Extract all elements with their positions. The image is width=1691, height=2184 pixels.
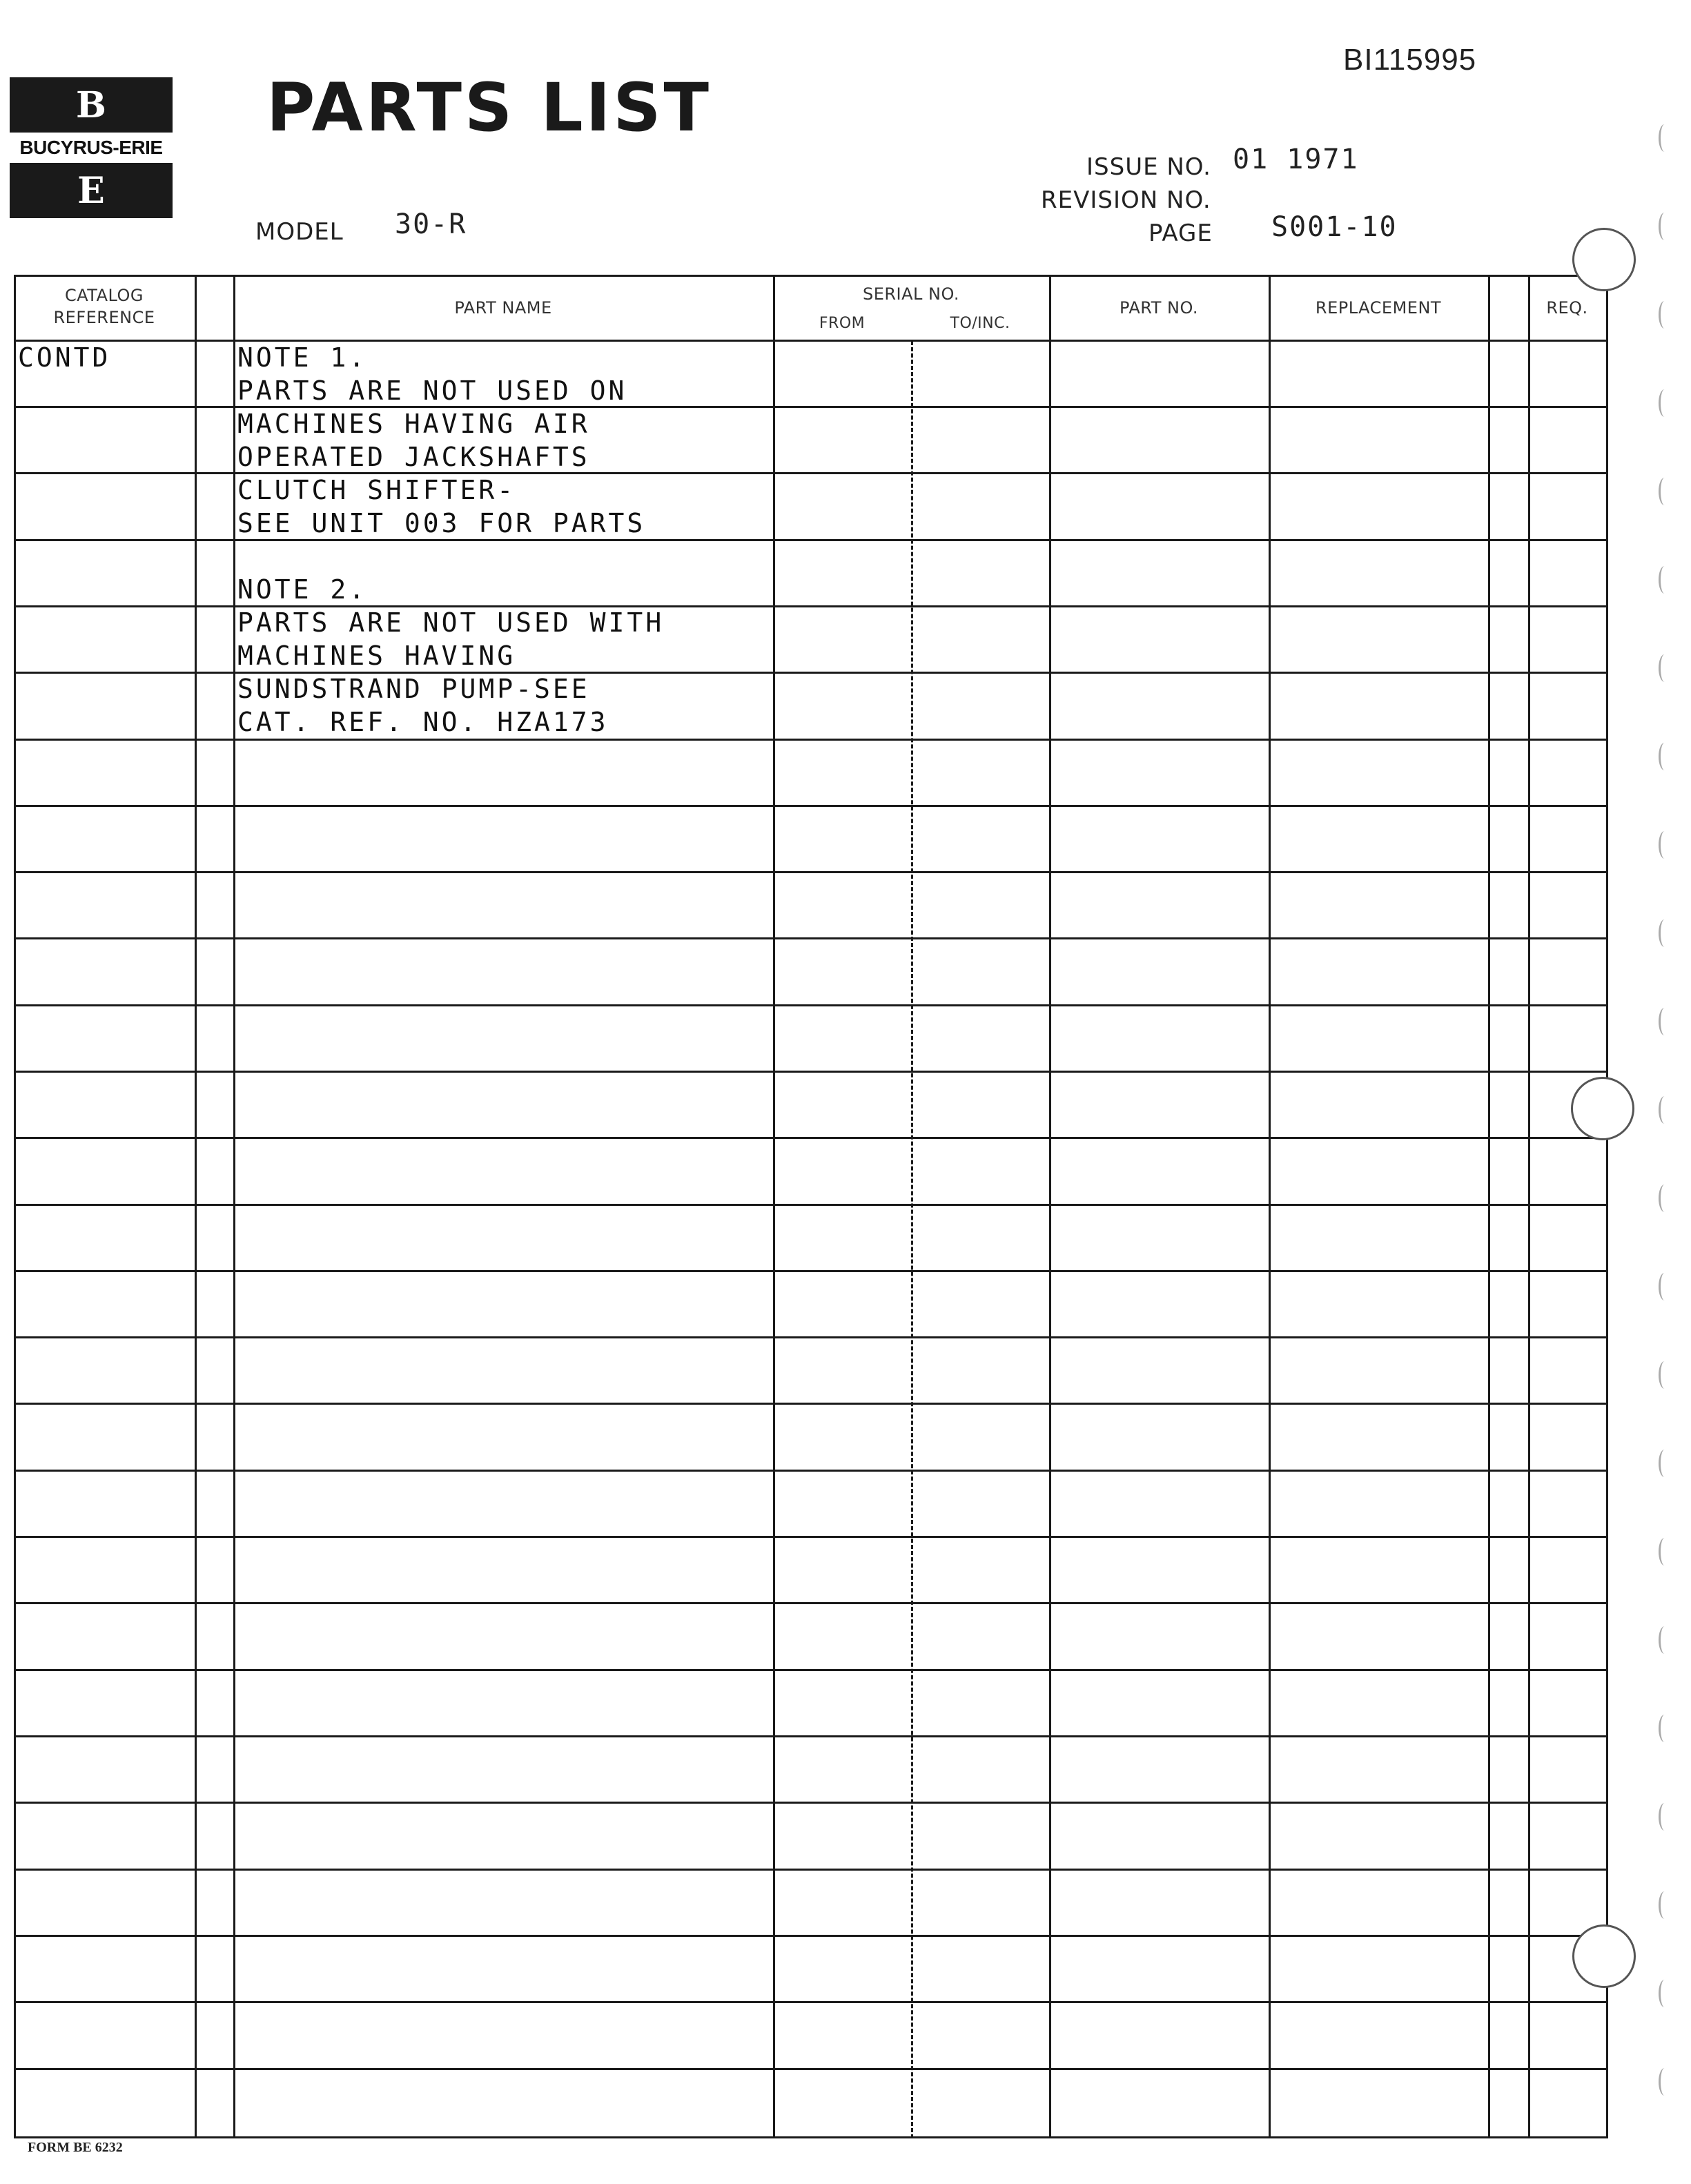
page-edge-mark (1659, 1008, 1670, 1035)
table-row-rule (14, 1869, 1608, 1871)
row-3-part-name-line-2: SEE UNIT 003 FOR PARTS (237, 508, 646, 538)
table-row-rule (14, 1935, 1608, 1937)
page-edge-mark (1659, 1538, 1670, 1566)
row-5-part-name-line-2: MACHINES HAVING (237, 641, 516, 671)
table-row-rule (14, 1270, 1608, 1272)
table-row-rule (14, 937, 1608, 939)
page-edge-mark (1659, 1450, 1670, 1477)
table-row-rule (14, 1204, 1608, 1206)
table-row-rule (14, 739, 1608, 741)
model-value: 30-R (395, 208, 467, 240)
table-row-rule (14, 1403, 1608, 1405)
page-label: PAGE (1148, 220, 1213, 247)
page-edge-mark (1659, 2068, 1670, 2096)
table-row-rule (14, 1137, 1608, 1139)
issue-value: 01 1971 (1233, 144, 1359, 175)
table-row-rule (14, 2136, 1608, 2138)
form-number: FORM BE 6232 (28, 2140, 123, 2155)
row-2-part-name-line-2: OPERATED JACKSHAFTS (237, 442, 590, 472)
binder-hole-bottom (1572, 1924, 1636, 1988)
table-row-rule (14, 1536, 1608, 1538)
row-2-part-name-line-1: MACHINES HAVING AIR (237, 409, 590, 439)
page-edge-mark (1659, 1361, 1670, 1389)
page-edge-mark (1659, 1184, 1670, 1212)
header-part-name: PART NAME (454, 298, 552, 318)
table-row-rule (14, 1470, 1608, 1472)
page-edge-mark (1659, 1891, 1670, 1919)
page-edge-mark (1659, 301, 1670, 329)
header-req: REQ. (1546, 298, 1588, 318)
row-3-part-name-line-1: CLUTCH SHIFTER- (237, 475, 516, 505)
row-6-part-name-line-1: SUNDSTRAND PUMP-SEE (237, 674, 590, 704)
page-edge-mark (1659, 1273, 1670, 1300)
page-edge-mark (1659, 1715, 1670, 1742)
bucyrus-erie-logo (10, 77, 173, 218)
page-value: S001-10 (1271, 211, 1398, 243)
logo-bottom-block: E (10, 163, 173, 218)
page-edge-mark (1659, 566, 1670, 594)
table-row-rule (14, 1004, 1608, 1006)
issue-label: ISSUE NO. (1086, 153, 1211, 181)
page-edge-mark (1659, 124, 1670, 152)
table-row-rule (14, 2068, 1608, 2070)
header-serial-from: FROM (819, 315, 866, 332)
logo-top-block: B (10, 77, 173, 133)
page-edge-mark (1659, 213, 1670, 240)
page-edge-mark (1659, 1980, 1670, 2007)
table-row-rule (14, 1336, 1608, 1338)
table-row-rule (14, 871, 1608, 873)
row-1-part-name-line-1: NOTE 1. (237, 342, 368, 373)
document-id: BI115995 (1343, 43, 1477, 77)
page-edge-mark (1659, 1803, 1670, 1831)
page-edge-mark (1659, 919, 1670, 947)
logo-company-name: BUCYRUS-ERIE (19, 137, 163, 158)
row-4-part-name-line-2: NOTE 2. (237, 574, 368, 605)
row-1-part-name-line-2: PARTS ARE NOT USED ON (237, 376, 627, 406)
page-title: PARTS LIST (266, 69, 712, 146)
page-edge-mark (1659, 743, 1670, 770)
header-part-no: PART NO. (1119, 298, 1199, 318)
model-label: MODEL (255, 218, 344, 246)
table-row-rule (14, 1071, 1608, 1073)
table-row-rule (14, 1802, 1608, 1804)
table-row-rule (14, 2001, 1608, 2003)
table-row-rule (14, 1602, 1608, 1604)
page-edge-mark (1659, 654, 1670, 682)
row-1-catalog-reference: CONTD (18, 342, 111, 373)
revision-label: REVISION NO. (1041, 186, 1211, 214)
header-serial-to: TO/INC. (950, 315, 1010, 332)
parts-table (14, 275, 1608, 2138)
row-5-part-name-line-1: PARTS ARE NOT USED WITH (237, 607, 665, 638)
header-replacement: REPLACEMENT (1315, 298, 1442, 318)
header-serial-no: SERIAL NO. (862, 284, 960, 304)
table-row-rule (14, 1735, 1608, 1737)
table-row-rule (14, 1669, 1608, 1671)
table-row-rule (14, 805, 1608, 807)
header-catalog-reference: CATALOG REFERENCE (53, 286, 155, 327)
binder-hole-top (1572, 228, 1636, 291)
page-edge-mark (1659, 478, 1670, 505)
page-edge-mark (1659, 389, 1670, 417)
binder-hole-middle (1571, 1077, 1634, 1140)
page-edge-mark (1659, 1626, 1670, 1654)
row-6-part-name-line-2: CAT. REF. NO. HZA173 (237, 707, 609, 737)
page-edge-mark (1659, 831, 1670, 859)
table-row-rule (14, 275, 1608, 277)
page-edge-mark (1659, 1096, 1670, 1124)
